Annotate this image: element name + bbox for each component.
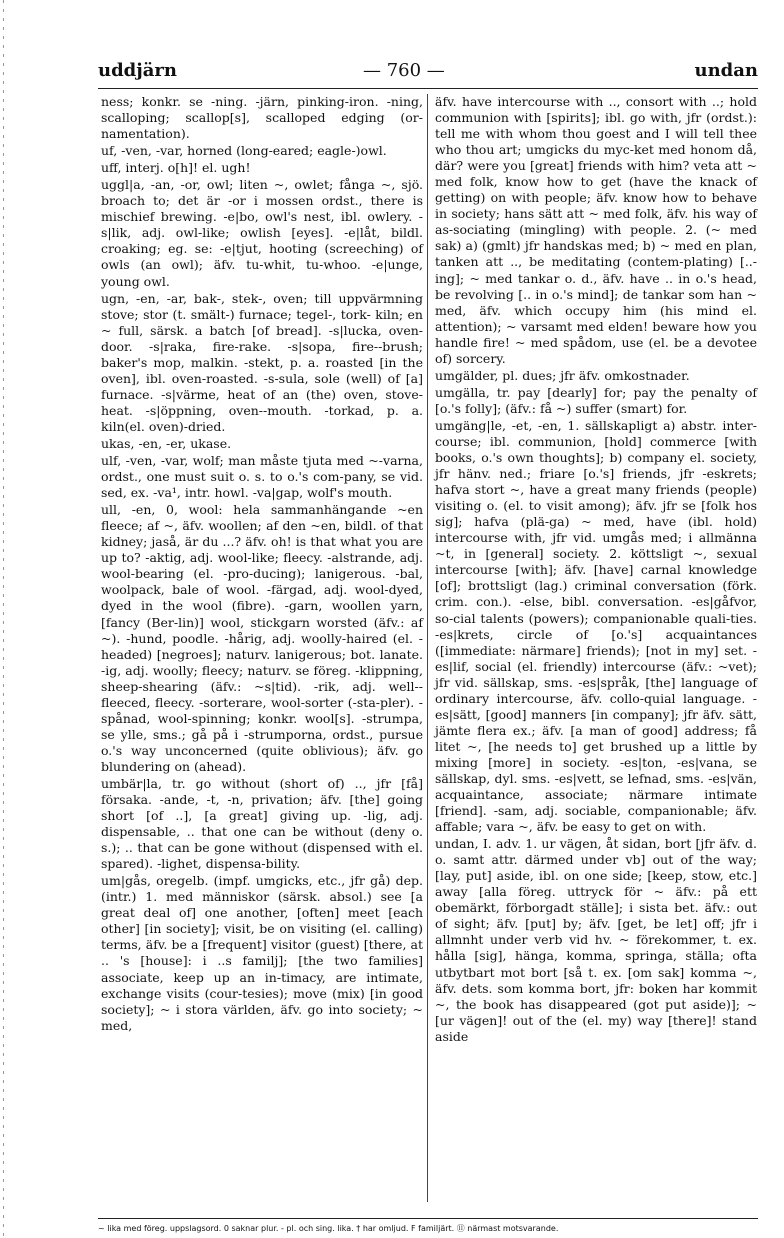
entry-paragraph: undan, I. adv. 1. ur vägen, åt sidan, bort [jfr äfv. d. o. samt attr. därmed under vb] out of the way; [lay, put] aside, ibl. on one side; [keep, stow, etc.] away [alla föreg. uttryck för ~ äfv.: på ett obemärkt, förborgadt ställe]; i sista bet. äfv.: out of sight; äfv. [put] by; äfv. [get, be let] off; jfr i allmnht under verb vid hv. ~ förekommer, t. ex. hålla [sig], hänga, komma, springa, ställa; ofta utbytbart mot bort [så t. ex. [om sak] komma ~, äfv. dets. som komma bort, jfr: boken har kommit ~, the book has disappeared (got put aside)]; ~ [ur vägen]! out of the (el. my) way [there]! stand aside xyxy=(435,836,757,1044)
entry-paragraph: äfv. have intercourse with .., consort with ..; hold communion with [spirits]; ibl. go with, jfr (ordst.): tell me with whom thou goest and I will tell thee who thou art; umgicks du myc-ket med honom då, där? were you [great] friends with him? veta att ~ med folk, know how to get (have the knack of getting) on with people; äfv. know how to behave in society; hans sätt att ~ med folk, äfv. his way of as-sociating (mingling) with people. 2. (~ med sak) a) (gmlt) jfr handskas med; b) ~ med en plan, tanken att .., be meditating (contem-plating) [..-ing]; ~ med tankar o. d., äfv. have .. in o.'s head, be revolving [.. in o.'s mind]; de tankar som han ~ med, äfv. which occupy him (his mind el. attention); ~ varsamt med elden! beware how you handle fire! ~ med spådom, use (el. be a devotee of) sorcery. xyxy=(435,94,757,366)
header-right-guideword: undan xyxy=(694,60,758,81)
abbreviation-key-footer: ~ lika med föreg. uppslagsord. 0 saknar plur. - pl. och sing. lika. † har omljud. F familjärt. ⑪ närmast motsvarande. xyxy=(98,1224,559,1233)
footer-rule xyxy=(98,1218,758,1219)
entry-paragraph: ull, -en, 0, wool: hela sammanhängande ~en fleece; af ~, äfv. woollen; af den ~en, bildl. of that kidney; jaså, är du ...? äfv. oh! is that what you are up to? -aktig, adj. wool-like; fleecy. -alstrande, adj. wool-bearing (el. -pro-ducing); lanigerous. -bal, woolpack, bale of wool. -färgad, adj. wool-dyed, dyed in the wool (fibre). -garn, woollen yarn, [fancy (Ber-lin)] wool, stickgarn worsted (äfv.: af ~). -hund, poodle. -hårig, adj. woolly-haired (el. -headed) [negroes]; naturv. lanigerous; bot. lanate. -ig, adj. woolly; fleecy; naturv. se föreg. -klippning, sheep-shearing (äfv.: ~s|tid). -rik, adj. well--fleeced, fleecy. -sorterare, wool-sorter (-sta-pler). -spånad, wool-spinning; konkr. wool[s]. -strumpa, se ylle, sms.; gå på i -strumporna, ordst., pursue o.'s way unconcerned (quite oblivious); äfv. go blundering on (ahead). xyxy=(101,502,423,774)
entry-paragraph: uggl|a, -an, -or, owl; liten ~, owlet; fånga ~, sjö. broach to; det är -or i mossen ordst., there is mischief brewing. -e|bo, owl's nest, ibl. owlery. -s|lik, adj. owl-like; owlish [eyes]. -e|låt, bildl. croaking; eg. se: -e|tjut, hooting (screeching) of owls (an owl); äfv. tu-whit, tu-whoo. -e|unge, young owl. xyxy=(101,177,423,289)
header-rule xyxy=(98,88,758,89)
entry-paragraph: umgälla, tr. pay [dearly] for; pay the penalty of [o.'s folly]; (äfv.: få ~) suffer (smart) for. xyxy=(435,384,757,416)
entry-paragraph: umgäng|le, -et, -en, 1. sällskapligt a) abstr. inter-course; ibl. communion, [hold] commerce [with books, o.'s own thoughts]; b) company el. society, jfr hänv. ned.; friare [o.'s] friends, jfr -eskrets; hafva stort ~, have a great many friends (people) visiting o. (el. to visit among); äfv. jfr se [folk hos sig]; hafva (plä-ga) ~ med, have (ibl. hold) intercourse with, jfr vid. umgås med; i allmänna ~t, in [general] society. 2. köttsligt ~, sexual intercourse [with]; äfv. [have] carnal knowledge [of]; brottsligt (lag.) criminal conversation (förk. crim. con.). -else, bibl. conversation. -es|gåfvor, so-cial talents (powers); companionable quali-ties. -es|krets, circle of [o.'s] acquaintances ([immediate: närmare] friends); [not in my] set. -es|lif, social (el. friendly) intercourse (äfv.: ~vet); jfr vid. sällskap, sms. -es|språk, [the] language of ordinary intercourse, äfv. collo-quial language. -es|sätt, [good] manners [in company]; jfr äfv. sätt, jämte flera ex.; äfv. [a man of good] address; få litet ~, [he needs to] get brushed up a little by mixing [more] in society. -es|ton, -es|vana, se sällskap, dyl. sms. -es|vett, se lefnad, sms. -es|vän, acquaintance, associate; närmare intimate [friend]. -sam, adj. sociable, companionable; äfv. affable; vara ~, äfv. be easy to get on with. xyxy=(435,417,757,835)
entry-paragraph: ukas, -en, -er, ukase. xyxy=(101,435,232,451)
entry-paragraph: ulf, -ven, -var, wolf; man måste tjuta med ~-varna, ordst., one must suit o. s. to o.'s com-pany, se vid. sed, ex. -va¹, intr. howl. -va|gap, wolf's mouth. xyxy=(101,453,423,501)
page-header xyxy=(98,60,758,90)
header-left-guideword: uddjärn xyxy=(98,60,178,81)
page-number: — 760 — xyxy=(363,60,445,81)
column-divider xyxy=(427,94,428,1202)
entry-paragraph: umbär|la, tr. go without (short of) .., jfr [få] försaka. -ande, -t, -n, privation; äfv. [the] going short [of ..], [a great] giving up. -lig, adj. dispensable, .. that one can be without (deny o. s.); .. that can be gone without (dispensed with el. spared). -lighet, dispensa-bility. xyxy=(101,775,423,872)
binding-edge xyxy=(3,0,4,1238)
entry-paragraph: ness; konkr. se -ning. -järn, pinking-iron. -ning, scalloping; scallop[s], scalloped edging (or-namentation). xyxy=(101,94,423,142)
entry-paragraph: uff, interj. o[h]! el. ugh! xyxy=(101,160,251,176)
entry-paragraph: uf, -ven, -var, horned (long-eared; eagle-)owl. xyxy=(101,143,387,159)
entry-paragraph: umgälder, pl. dues; jfr äfv. omkostnader. xyxy=(435,367,690,383)
right-column xyxy=(435,94,757,1045)
entry-paragraph: um|gås, oregelb. (impf. umgicks, etc., jfr gå) dep. (intr.) 1. med människor (särsk. absol.) see [a great deal of] one another, [often] meet [each other] [in society]; visit, be on visiting (el. calling) terms, äfv. be a [frequent] visitor (guest) [there, at .. 's [house]: i ..s familj]; [the two families] associate, keep up an in-timacy, are intimate, exchange visits (cour-tesies); move (mix) [in good society]; ~ i stora världen, äfv. go into society; ~ med, xyxy=(101,873,423,1033)
entry-paragraph: ugn, -en, -ar, bak-, stek-, oven; till uppvärmning stove; stor (t. smält-) furnace; tegel-, tork- kiln; en ~ full, särsk. a batch [of bread]. -s|lucka, oven-door. -s|raka, fire-rake. -s|sopa, fire--brush; baker's mop, malkin. -stekt, p. a. roasted [in the oven], ibl. oven-roasted. -s-sula, sole (well) of [a] furnace. -s|värme, heat of an (the) oven, stove-heat. -s|öppning, oven--mouth. -torkad, p. a. kiln(el. oven)-dried. xyxy=(101,290,423,434)
left-column xyxy=(101,94,423,1034)
